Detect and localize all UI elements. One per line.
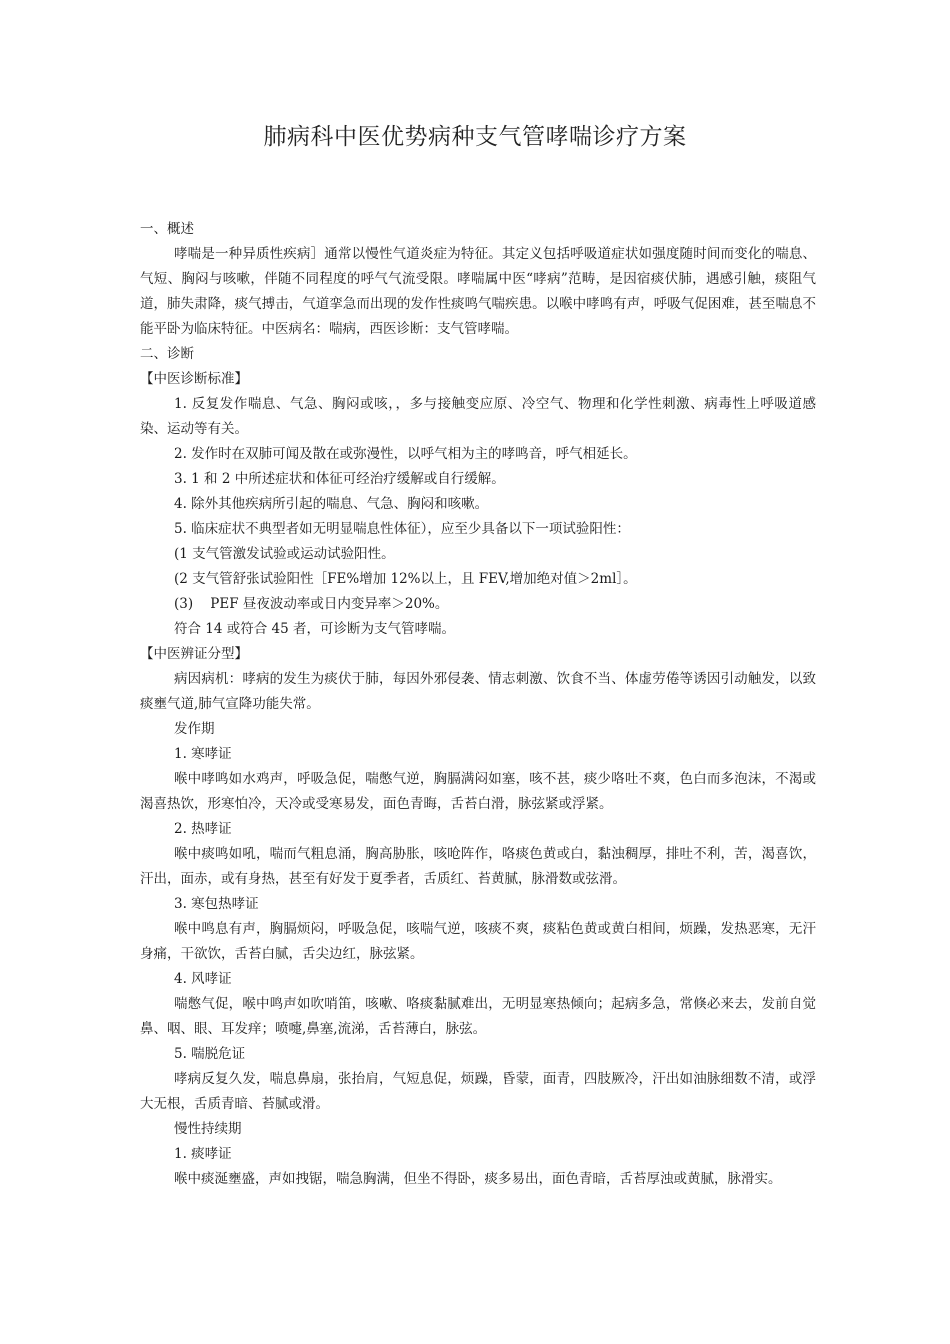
criteria-subitem-2: (2 支气管舒张试验阳性［FE%增加 12%以上，且 FEV,增加绝对值＞2ml］。 [174,571,637,587]
criteria-subitem-3: (3) PEF 昼夜波动率或日内变异率＞20%。 [174,596,449,612]
acute-type-desc: 喉中哮鸣如水鸡声，呼吸急促，喘憋气逆，胸膈满闷如塞，咳不甚，痰少咯吐不爽，色白而多泡沫，不渴或渴喜热饮，形寒怕冷，天冷或受寒易发，面色青晦，舌苔白滑，脉弦紧或浮紧。 [140,771,816,812]
acute-type-desc: 喉中鸣息有声，胸膈烦闷，呼吸急促，咳喘气逆，咳痰不爽，痰粘色黄或黄白相间，烦躁，发热恶寒，无汗身痛，干欲饮，舌苔白腻，舌尖边红，脉弦紧。 [140,921,816,962]
criteria-item-1: 1. 反复发作喘息、气急、胸闷或咳，，多与接触变应原、冷空气、物理和化学性刺激、病毒性上呼吸道感染、运动等有关。 [140,396,816,437]
overview-paragraph: 哮喘是一种异质性疾病］通常以慢性气道炎症为特征。其定义包括呼吸道症状如强度随时间而变化的喘息、气短、胸闷与咳嗽，伴随不同程度的呼气气流受限。哮喘属中医“哮病”范畴，是因宿痰伏肺，遇感引触，痰阻气道，肺失肃降，痰气搏击，气道挛急而出现的发作性痰鸣气喘疾患。以喉中哮鸣有声，呼吸气促困难，甚至喘息不能平卧为临床特征。中医病名：喘病，西医诊断：支气管哮喘。 [140,246,816,337]
acute-phase-heading: 发作期 [174,721,215,737]
diagnosis-heading: 二、诊断 [140,346,194,362]
chronic-phase-heading: 慢性持续期 [174,1121,242,1137]
document-body [140,217,816,1192]
acute-type-name: 5. 喘脱危证 [174,1046,246,1062]
acute-type-desc: 哮病反复久发，喘息鼻扇，张抬肩，气短息促，烦躁，昏蒙，面青，四肢厥冷，汗出如油脉细数不清，或浮大无根，舌质青暗、苔腻或滑。 [140,1071,816,1112]
overview-heading: 一、概述 [140,221,194,237]
criteria-item-5: 5. 临床症状不典型者如无明显喘息性体征），应至少具备以下一项试验阳性： [174,521,630,537]
criteria-conclusion: 符合 14 或符合 45 者，可诊断为支气管哮喘。 [174,621,456,637]
acute-type-name: 3. 寒包热哮证 [174,896,259,912]
criteria-item-4: 4. 除外其他疾病所引起的喘息、气急、胸闷和咳嗽。 [174,496,489,512]
chronic-type-desc: 喉中痰涎壅盛，声如拽锯，喘急胸满，但坐不得卧，痰多易出，面色青暗，舌苔厚浊或黄腻，脉滑实。 [174,1171,782,1187]
syndrome-heading: 【中医辨证分型】 [140,646,248,662]
criteria-subitem-1: (1 支气管激发试验或运动试验阳性。 [174,546,395,562]
acute-type-name: 2. 热哮证 [174,821,232,837]
chronic-type-name: 1. 痰哮证 [174,1146,232,1162]
criteria-item-2: 2. 发作时在双肺可闻及散在或弥漫性，以呼气相为主的哮鸣音，呼气相延长。 [174,446,637,462]
acute-type-desc: 喘憋气促，喉中鸣声如吹哨笛，咳嗽、咯痰黏腻难出，无明显寒热倾向；起病多急，常倏必来去，发前自觉鼻、咽、眼、耳发痒；喷嚏,鼻塞,流涕，舌苔薄白，脉弦。 [140,996,816,1037]
acute-type-name: 1. 寒哮证 [174,746,232,762]
acute-type-desc: 喉中痰鸣如吼，喘而气粗息涌，胸高胁胀，咳呛阵作，咯痰色黄或白，黏浊稠厚，排吐不利，苦，渴喜饮，汗出，面赤，或有身热，甚至有好发于夏季者，舌质红、苔黄腻，脉滑数或弦滑。 [140,846,816,887]
acute-type-name: 4. 风哮证 [174,971,232,987]
document-title: 肺病科中医优势病种支气管哮喘诊疗方案 [263,124,687,150]
criteria-item-3: 3. 1 和 2 中所述症状和体征可经治疗缓解或自行缓解。 [174,471,505,487]
etiology-paragraph: 病因病机：哮病的发生为痰伏于肺，每因外邪侵袭、情志刺激、饮食不当、体虚劳倦等诱因引动触发，以致痰壅气道,肺气宣降功能失常。 [140,671,816,712]
tcm-criteria-heading: 【中医诊断标准】 [140,371,248,387]
